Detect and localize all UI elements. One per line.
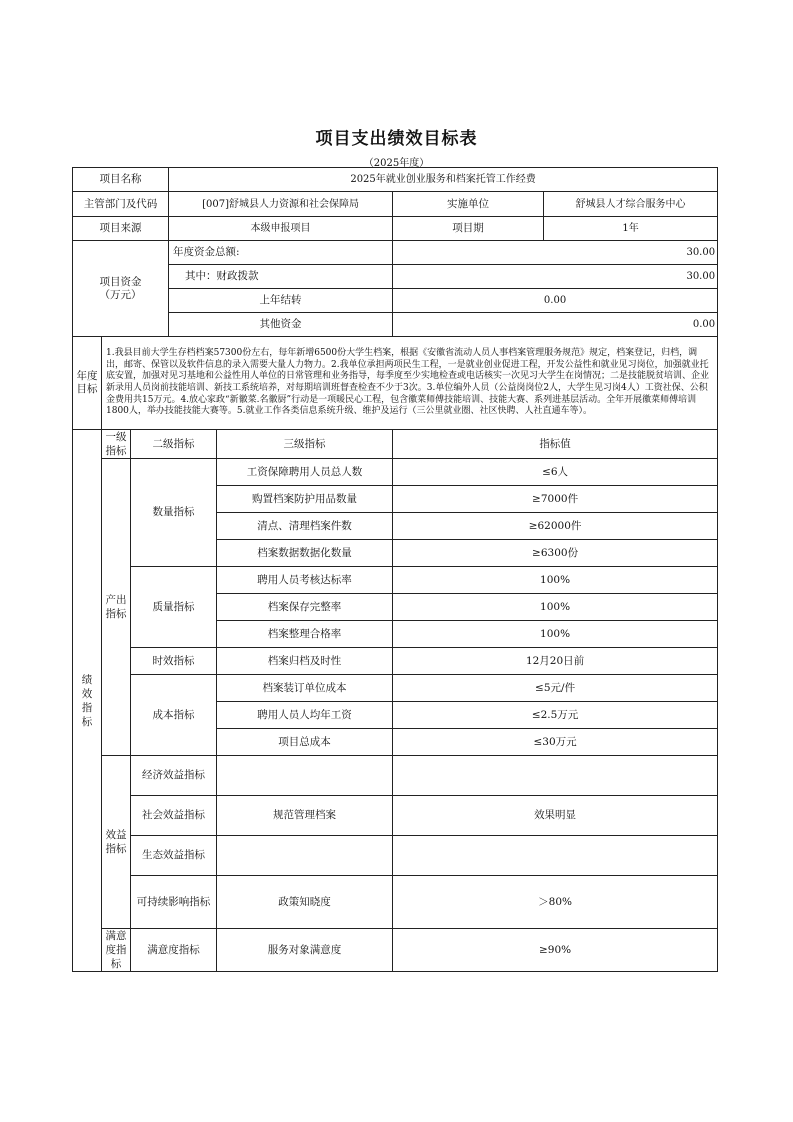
benefit-label-text: 效益指标	[105, 829, 127, 855]
goal-label	[73, 337, 102, 430]
indicator-value: 100%	[393, 621, 718, 648]
indicator-value: ≥90%	[393, 929, 718, 972]
funds-fiscal-label: 其中：财政拨款	[169, 265, 393, 289]
header-level1-text: 一级指标	[105, 431, 127, 457]
benefit-label	[102, 756, 131, 929]
indicator-name: 购置档案防护用品数量	[217, 486, 393, 513]
indicator-name: 档案数据数据化数量	[217, 540, 393, 567]
goal-label-line2: 目标	[76, 383, 98, 395]
goal-label-line1: 年度	[76, 370, 98, 382]
indicator-value: ≤5元/件	[393, 675, 718, 702]
social-label: 社会效益指标	[131, 796, 217, 836]
timeliness-label: 时效指标	[131, 648, 217, 675]
funds-other-label: 其他资金	[169, 313, 393, 337]
impl-value: 舒城县人才综合服务中心	[544, 192, 718, 217]
indicators-section-label	[73, 430, 102, 972]
header-level2: 二级指标	[131, 430, 217, 459]
satisfaction-level1-label	[102, 929, 131, 972]
source-label: 项目来源	[73, 217, 169, 241]
indicator-name: 项目总成本	[217, 729, 393, 756]
indicator-name: 工资保障聘用人员总人数	[217, 459, 393, 486]
indicator-value: 100%	[393, 594, 718, 621]
indicator-value: 效果明显	[393, 796, 718, 836]
output-label	[102, 459, 131, 756]
funds-label-line1: 项目资金	[99, 275, 142, 288]
sustain-label: 可持续影响指标	[131, 876, 217, 929]
indicator-value: ≥7000件	[393, 486, 718, 513]
indicator-value: ≤6人	[393, 459, 718, 486]
funds-label-line2: （万元）	[99, 288, 142, 301]
year-label: （2025年度）	[363, 158, 430, 169]
indicator-name: 服务对象满意度	[217, 929, 393, 972]
header-level3: 三级指标	[217, 430, 393, 459]
indicator-value: ≤2.5万元	[393, 702, 718, 729]
indicator-name: 档案装订单位成本	[217, 675, 393, 702]
funds-carry-value: 0.00	[393, 289, 718, 313]
indicator-name	[217, 756, 393, 796]
indicator-value: ＞80%	[393, 876, 718, 929]
funds-fiscal-value: 30.00	[393, 265, 718, 289]
funds-total-label: 年度资金总额:	[169, 241, 393, 265]
quality-label: 质量指标	[131, 567, 217, 648]
header-level1	[102, 430, 131, 459]
dept-value: [007]舒城县人力资源和社会保障局	[169, 192, 393, 217]
indicator-name	[217, 836, 393, 876]
indicator-name: 规范管理档案	[217, 796, 393, 836]
impl-label: 实施单位	[393, 192, 544, 217]
dept-label: 主管部门及代码	[73, 192, 169, 217]
indicator-name: 聘用人员人均年工资	[217, 702, 393, 729]
performance-table	[72, 167, 718, 972]
funds-other-value: 0.00	[393, 313, 718, 337]
indicator-value: ≥62000件	[393, 513, 718, 540]
indicator-value: ≤30万元	[393, 729, 718, 756]
funds-label	[73, 241, 169, 337]
period-value: 1年	[544, 217, 718, 241]
ecological-label: 生态效益指标	[131, 836, 217, 876]
source-value: 本级申报项目	[169, 217, 393, 241]
cost-label: 成本指标	[131, 675, 217, 756]
indicator-value	[393, 756, 718, 796]
indicator-name: 档案整理合格率	[217, 621, 393, 648]
period-label: 项目期	[393, 217, 544, 241]
indicator-name: 档案归档及时性	[217, 648, 393, 675]
funds-total-value: 30.00	[393, 241, 718, 265]
page-title: 项目支出绩效目标表	[315, 129, 478, 149]
indicators-section-text: 绩效指标	[81, 673, 93, 728]
economic-label: 经济效益指标	[131, 756, 217, 796]
satisfaction-level1-text: 满意度指标	[105, 930, 127, 970]
indicator-value: ≥6300份	[393, 540, 718, 567]
indicator-name: 清点、清理档案件数	[217, 513, 393, 540]
goal-text: 1.我县目前大学生存档档案57300份左右，每年新增6500份大学生档案，根据《安徽省流动人员人事档案管理服务规范》规定，档案登记，归档，调出，邮寄、保管以及软件信息的录入需要大量人力物力。2.我单位承担两项民生工程，一是就业创业促进工程，开发公益性和就业见习岗位，加强就业托底安置，加强对见习基地和公益性用人单位的日常管理和业务指导，每季度至少实地检查或电话核实一次见习大学生在岗情况；二是技能脱贫培训、企业新录用人员岗前技能培训、新技工系统培养，对每期培训班督查检查不少于3次。3.单位编外人员（公益岗岗位2人，大学生见习岗4人）工资社保、公积金费用共15万元。4.放心家政“新徽菜.名徽厨”行动是一项暖民心工程，包含徽菜师傅技能培训、技能大赛、系列进基层活动。全年开展徽菜师傅培训1800人，举办技能技能大赛等。5.就业工作各类信息系统升级、维护及运行（三公里就业圈、社区快聘、人社直通车等）。	[102, 337, 718, 430]
project-name-value: 2025年就业创业服务和档案托管工作经费	[169, 168, 718, 192]
funds-carry-label: 上年结转	[169, 289, 393, 313]
indicator-name: 政策知晓度	[217, 876, 393, 929]
indicator-value: 100%	[393, 567, 718, 594]
indicator-name: 档案保存完整率	[217, 594, 393, 621]
output-label-text: 产出指标	[105, 594, 127, 620]
indicator-value	[393, 836, 718, 876]
satisfaction-level2-label: 满意度指标	[131, 929, 217, 972]
quantity-label: 数量指标	[131, 459, 217, 567]
indicator-value: 12月20日前	[393, 648, 718, 675]
header-value: 指标值	[393, 430, 718, 459]
project-name-label: 项目名称	[73, 168, 169, 192]
indicator-name: 聘用人员考核达标率	[217, 567, 393, 594]
